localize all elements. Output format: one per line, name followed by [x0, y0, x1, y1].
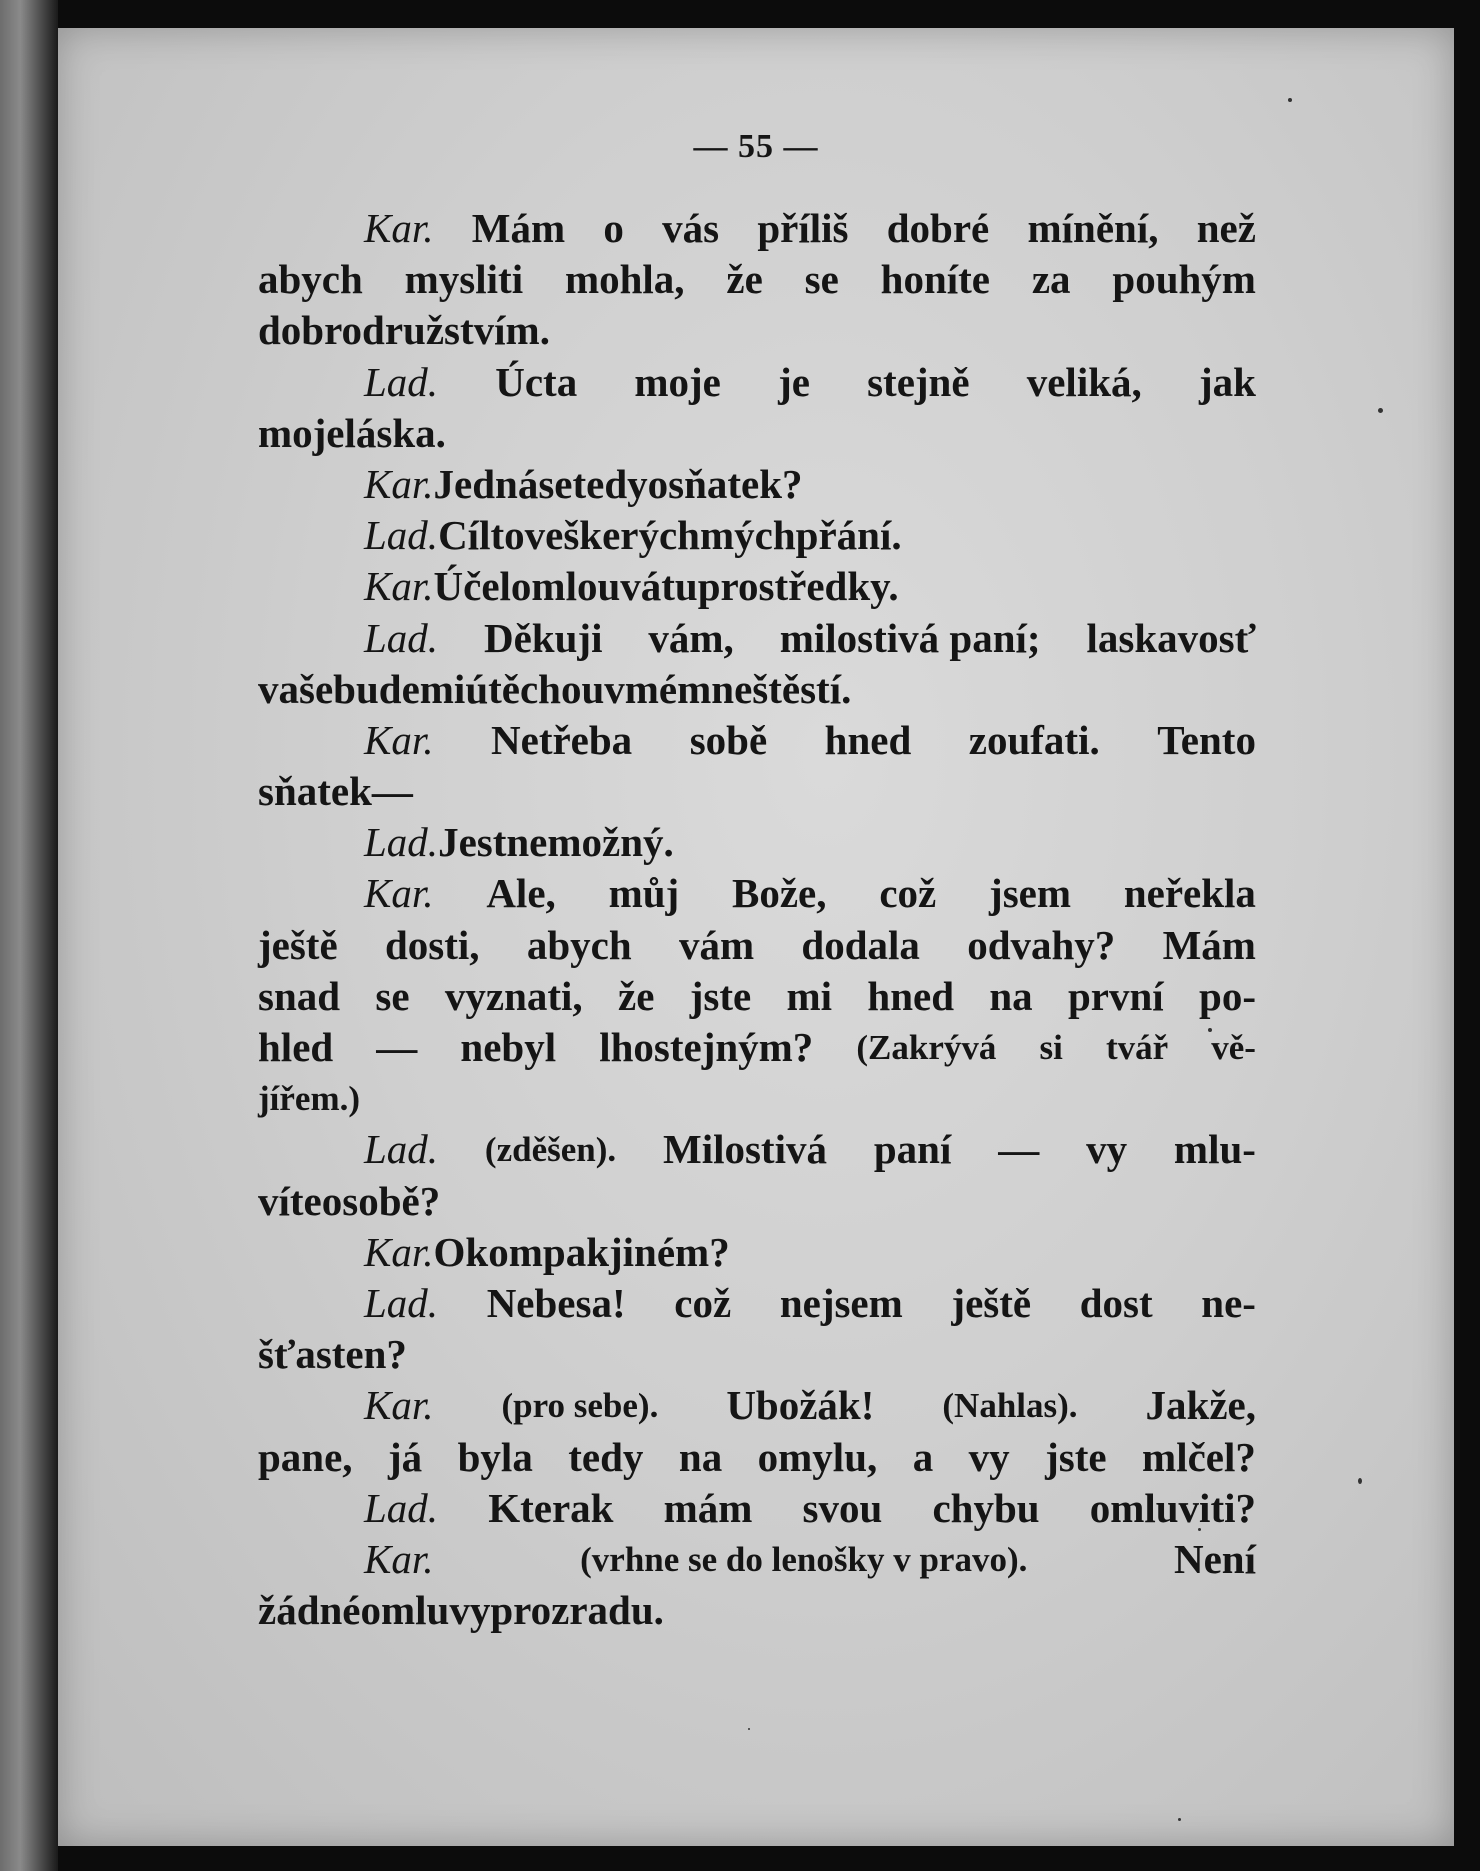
text-line — [258, 920, 1256, 971]
word: byla — [457, 1433, 533, 1480]
word: pro — [490, 1587, 552, 1634]
word: nejsem — [779, 1279, 903, 1326]
word: prostředky. — [697, 563, 899, 610]
word: Není — [1173, 1535, 1256, 1582]
word: vám — [678, 921, 755, 968]
word: o — [321, 1177, 343, 1224]
word: mi — [419, 665, 466, 712]
word: mysliti — [404, 256, 524, 303]
word: po- — [1199, 972, 1256, 1019]
word: dost — [1079, 1279, 1153, 1326]
stage-direction: (vrhne se do lenošky v pravo). — [580, 1539, 1028, 1579]
stage-direction: tvář — [1105, 1028, 1169, 1067]
word: na — [678, 1433, 723, 1480]
word: první — [1067, 972, 1164, 1019]
text-line — [258, 1022, 1256, 1073]
word: hned — [824, 716, 912, 763]
speaker-name: Lad. — [364, 1484, 439, 1531]
word: nemožný. — [506, 819, 674, 866]
word: dosti, — [384, 921, 480, 968]
speaker-name: Kar. — [364, 1535, 434, 1582]
stage-direction: si — [1039, 1028, 1063, 1067]
word: pane, — [258, 1433, 353, 1480]
word: sňatek? — [668, 460, 803, 507]
stage-direction: jířem.) — [258, 1079, 361, 1119]
word: zoufati. — [968, 716, 1100, 763]
word: se — [804, 256, 839, 303]
word: — — [371, 768, 413, 815]
word: abych — [526, 921, 632, 968]
word: moje — [634, 358, 721, 405]
text-line — [258, 561, 1256, 612]
speaker-name: Lad. — [364, 1126, 439, 1173]
word: dodala — [801, 921, 920, 968]
word: příliš — [757, 205, 849, 251]
word: dobré — [886, 205, 990, 251]
word: veliká, — [1026, 358, 1142, 405]
text-line — [258, 715, 1256, 766]
word: bude — [333, 665, 420, 712]
word: mohla, — [564, 256, 685, 303]
word: Úcta — [495, 358, 578, 405]
word: moje — [258, 409, 345, 456]
speaker-name: Lad. — [364, 614, 439, 661]
word: ne- — [1201, 1279, 1256, 1326]
word: na — [989, 972, 1033, 1019]
word: sobě? — [342, 1177, 441, 1224]
stage-direction: (zděšen). — [484, 1130, 617, 1170]
word: neřekla — [1123, 870, 1256, 917]
word: přání. — [795, 512, 902, 559]
speaker-name: Lad. — [364, 1279, 439, 1326]
word: což — [674, 1279, 732, 1326]
word: — — [376, 1024, 418, 1070]
speaker-name: Kar. — [364, 1228, 434, 1275]
speaker-name: Lad. — [364, 512, 439, 559]
word: Jakže, — [1145, 1382, 1256, 1429]
word: Cíl — [438, 512, 491, 559]
word: Kterak — [488, 1484, 614, 1531]
text-line — [258, 1380, 1256, 1431]
word: vaše — [258, 665, 334, 712]
word: O — [433, 1228, 466, 1275]
word: Tento — [1157, 716, 1256, 763]
word: jste — [1045, 1433, 1107, 1480]
word: Jedná — [433, 460, 539, 507]
word: Mám — [471, 205, 566, 251]
word: hled — [258, 1024, 334, 1070]
word: Netřeba — [491, 716, 633, 763]
text-line — [258, 408, 1256, 459]
word: že — [726, 256, 763, 303]
word: já — [388, 1433, 423, 1480]
word: útěchou — [465, 665, 605, 712]
word: jak — [1198, 358, 1256, 405]
text-line — [258, 510, 1256, 561]
speaker-name: Kar. — [364, 716, 434, 763]
word: omluvy — [360, 1587, 491, 1634]
page-number: — 55 — — [693, 128, 819, 165]
word: šťasten? — [258, 1331, 407, 1378]
word: vás — [662, 205, 720, 251]
word: Bože, — [732, 870, 827, 917]
speaker-name: Kar. — [364, 870, 434, 917]
speaker-name: Kar. — [364, 1382, 434, 1429]
word: mi — [786, 972, 833, 1019]
word: tedy — [572, 460, 648, 507]
word: za — [1031, 256, 1071, 303]
text-line — [258, 203, 1256, 254]
word: Děkuji — [484, 614, 603, 661]
word: omylu, — [757, 1433, 878, 1480]
word: nebyl — [460, 1024, 557, 1070]
word: jiném? — [609, 1228, 730, 1275]
word: chybu — [932, 1484, 1040, 1531]
word: sňatek — [258, 768, 372, 815]
word: veškerých — [524, 512, 700, 559]
word: pak — [542, 1228, 609, 1275]
word: o — [647, 460, 669, 507]
text-line — [258, 305, 1256, 356]
word: v — [604, 665, 625, 712]
word: Jest — [438, 819, 507, 866]
word: Nebesa! — [486, 1279, 626, 1326]
word: Účel — [433, 563, 511, 610]
stage-direction: (Zakrývá — [856, 1028, 997, 1067]
text-line — [258, 1124, 1256, 1175]
word: snad — [258, 972, 341, 1019]
word: dobrodružstvím. — [258, 307, 550, 354]
speaker-name: Lad. — [364, 819, 439, 866]
word: se — [538, 460, 573, 507]
page-gutter — [0, 0, 58, 1871]
stage-direction: (pro sebe). — [501, 1386, 659, 1426]
word: Mám — [1162, 921, 1256, 968]
dialogue-text — [258, 203, 1256, 1636]
word: jste — [689, 972, 752, 1019]
word: mlčel? — [1142, 1433, 1256, 1480]
text-line — [258, 459, 1256, 510]
word: se — [375, 972, 410, 1019]
speaker-name: Kar. — [364, 563, 434, 610]
word: než — [1196, 205, 1256, 251]
word: o — [603, 205, 624, 251]
word: tu — [661, 563, 698, 610]
text-line — [258, 1534, 1256, 1585]
word: lhostejným? — [599, 1024, 814, 1070]
stage-direction: vě- — [1211, 1028, 1256, 1067]
word: pouhým — [1112, 256, 1256, 303]
word: odvahy? — [967, 921, 1116, 968]
word: ještě — [951, 1279, 1032, 1326]
word: zradu. — [551, 1587, 664, 1634]
word: to — [490, 512, 525, 559]
word: mých — [699, 512, 796, 559]
word: že — [618, 972, 655, 1019]
word: tedy — [568, 1433, 644, 1480]
word: víte — [258, 1177, 322, 1224]
word: Ale, — [486, 870, 556, 917]
word: stejně — [867, 358, 970, 405]
word: kom — [465, 1228, 543, 1275]
text-line — [258, 1073, 1256, 1124]
word: vyznati, — [444, 972, 583, 1019]
word: neštěstí. — [711, 665, 852, 712]
word: hned — [867, 972, 955, 1019]
word: můj — [608, 870, 680, 917]
word: mlu- — [1173, 1126, 1256, 1173]
word: vy — [968, 1433, 1010, 1480]
text-line — [258, 613, 1256, 664]
word: paní — [873, 1126, 952, 1173]
text-line — [258, 1227, 1256, 1278]
text-line — [258, 971, 1256, 1022]
stage-direction: (Nahlas). — [942, 1386, 1078, 1426]
word: ještě — [258, 921, 338, 968]
word: laskavosť — [1086, 614, 1256, 661]
word: milostivá paní; — [779, 614, 1041, 661]
text-line — [258, 1278, 1256, 1329]
word: vám, — [648, 614, 734, 661]
word: omluviti? — [1089, 1484, 1256, 1531]
word: abych — [258, 256, 363, 303]
text-line — [258, 1483, 1256, 1534]
word: což — [879, 870, 937, 917]
word: Milostivá — [663, 1126, 827, 1173]
text-line — [258, 766, 1256, 817]
word: omlouvá — [510, 563, 662, 610]
word: sobě — [689, 716, 768, 763]
word: a — [912, 1433, 934, 1480]
word: mém — [624, 665, 712, 712]
text-line — [258, 1585, 1256, 1636]
text-line — [258, 1432, 1256, 1483]
text-line — [258, 817, 1256, 868]
text-line — [258, 868, 1256, 919]
word: je — [778, 358, 810, 405]
word: žádné — [258, 1587, 361, 1634]
word: mínění, — [1027, 205, 1159, 251]
word: honíte — [880, 256, 990, 303]
word: jsem — [989, 870, 1072, 917]
text-line — [258, 1176, 1256, 1227]
speaker-name: Kar. — [364, 205, 434, 251]
word: svou — [802, 1484, 883, 1531]
word: Ubožák! — [726, 1382, 875, 1429]
word: láska. — [344, 409, 446, 456]
word: — — [998, 1126, 1040, 1173]
word: vy — [1086, 1126, 1128, 1173]
text-line — [258, 357, 1256, 408]
text-line — [258, 1329, 1256, 1380]
word: mám — [663, 1484, 753, 1531]
speaker-name: Kar. — [364, 460, 434, 507]
text-line — [258, 254, 1256, 305]
speaker-name: Lad. — [364, 358, 439, 405]
text-line — [258, 664, 1256, 715]
